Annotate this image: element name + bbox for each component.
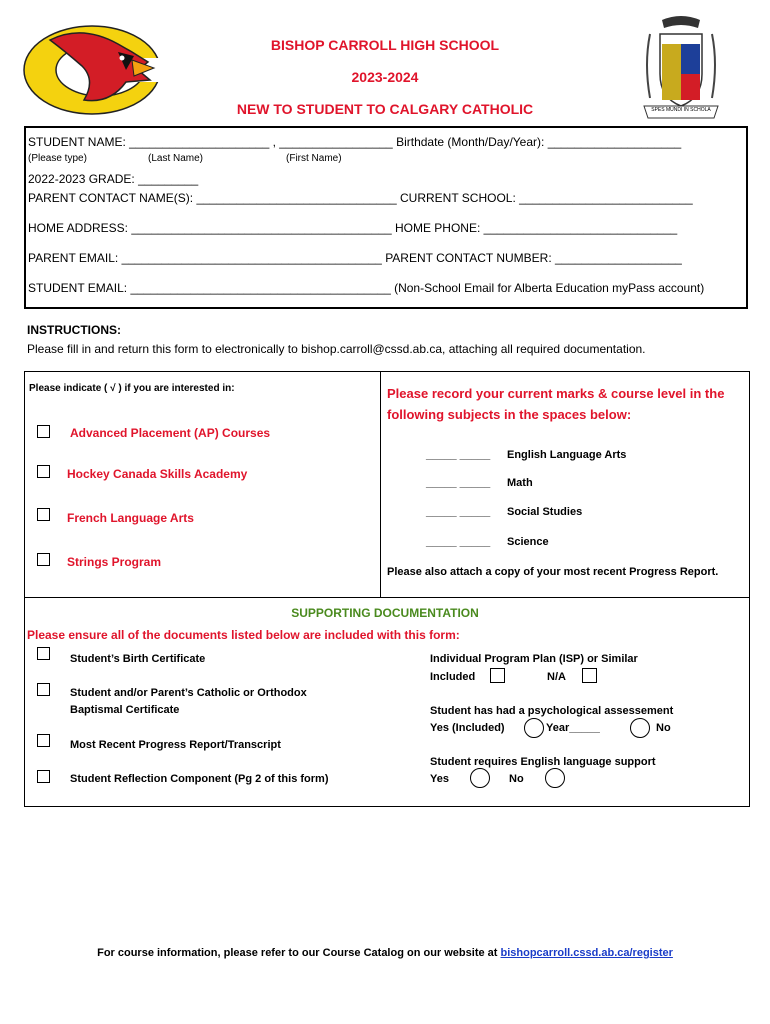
social-label: Social Studies — [507, 506, 583, 518]
math-marks-blanks[interactable]: _____ _____ — [426, 477, 491, 489]
ela-marks-blanks[interactable]: _____ _____ — [426, 449, 491, 461]
progress-report-note: Please also attach a copy of your most recent Progress Report. — [387, 566, 719, 578]
reflection-checkbox[interactable] — [37, 770, 50, 783]
marks-heading: Please record your current marks & course level in the following subjects in the spaces below: — [387, 386, 725, 422]
esl-label: Student requires English language support — [430, 756, 656, 768]
baptismal-checkbox[interactable] — [37, 683, 50, 696]
ap-checkbox[interactable] — [37, 425, 50, 438]
supporting-heading: SUPPORTING DOCUMENTATION — [291, 606, 479, 620]
social-marks-blanks[interactable]: _____ _____ — [426, 506, 491, 518]
progress-report-checkbox[interactable] — [37, 734, 50, 747]
esl-no-radio[interactable] — [545, 768, 565, 788]
ipp-included-label: Included — [430, 671, 476, 683]
grade-line[interactable]: 2022-2023 GRADE: _________ — [28, 172, 199, 186]
strings-checkbox[interactable] — [37, 553, 50, 566]
form-title: NEW TO STUDENT TO CALGARY CATHOLIC — [236, 101, 534, 117]
student-email-line[interactable]: STUDENT EMAIL: _______________________________________ (Non-School Email for Alberta Education myPass account) — [28, 281, 705, 295]
school-crest — [640, 14, 722, 126]
french-checkbox[interactable] — [37, 508, 50, 521]
instructions-text: Please fill in and return this form to electronically to bishop.carroll@cssd.ab.ca, attaching all required documentation. — [27, 342, 646, 356]
please-type-hint: (Please type) — [28, 153, 87, 164]
supporting-ensure: Please ensure all of the documents listed below are included with this form: — [27, 628, 460, 642]
psych-year-label[interactable]: Year_____ — [546, 722, 600, 734]
ipp-na-label: N/A — [547, 671, 566, 683]
instructions-heading: INSTRUCTIONS: — [27, 323, 121, 337]
ela-label: English Language Arts — [507, 449, 627, 461]
french-label: French Language Arts — [67, 511, 194, 525]
register-link[interactable]: bishopcarroll.cssd.ab.ca/register — [500, 947, 673, 959]
footer — [0, 947, 770, 959]
birth-cert-checkbox[interactable] — [37, 647, 50, 660]
crest-motto: SPES MUNDI IN SCHOLA — [651, 107, 711, 113]
psych-yes-radio[interactable] — [524, 718, 544, 738]
esl-no-label: No — [509, 773, 524, 785]
footer-text: For course information, please refer to our Course Catalog on our website at — [97, 947, 501, 959]
strings-label: Strings Program — [67, 555, 162, 569]
reflection-label: Student Reflection Component (Pg 2 of this form) — [70, 773, 329, 785]
student-name-line[interactable]: STUDENT NAME: _____________________ , _________________ Birthdate (Month/Day/Year): ____________________ — [28, 135, 682, 149]
first-name-hint: (First Name) — [286, 153, 342, 164]
psych-yes-label: Yes (Included) — [430, 722, 505, 734]
psych-label: Student has had a psychological assessement — [430, 705, 674, 717]
progress-report-label: Most Recent Progress Report/Transcript — [70, 739, 281, 751]
parent-names-line[interactable]: PARENT CONTACT NAME(S): ______________________________ CURRENT SCHOOL: __________________________ — [28, 191, 693, 205]
interests-heading: Please indicate ( √ ) if you are interested in: — [29, 383, 235, 394]
home-address-line[interactable]: HOME ADDRESS: _______________________________________ HOME PHONE: _____________________________ — [28, 221, 678, 235]
baptismal-label-2: Baptismal Certificate — [70, 704, 180, 716]
hockey-label: Hockey Canada Skills Academy — [67, 467, 248, 481]
birth-cert-label: Student’s Birth Certificate — [70, 653, 206, 665]
psych-no-radio[interactable] — [630, 718, 650, 738]
hockey-checkbox[interactable] — [37, 465, 50, 478]
ipp-na-checkbox[interactable] — [582, 668, 597, 683]
science-marks-blanks[interactable]: _____ _____ — [426, 536, 491, 548]
school-name: BISHOP CARROLL HIGH SCHOOL — [270, 37, 500, 53]
last-name-hint: (Last Name) — [148, 153, 204, 164]
school-year: 2023-2024 — [351, 69, 419, 85]
esl-yes-label: Yes — [430, 773, 449, 785]
esl-yes-radio[interactable] — [470, 768, 490, 788]
parent-email-line[interactable]: PARENT EMAIL: _______________________________________ PARENT CONTACT NUMBER: ___________________ — [28, 251, 682, 265]
science-label: Science — [507, 536, 549, 548]
psych-no-label: No — [656, 722, 671, 734]
ap-label: Advanced Placement (AP) Courses — [70, 426, 271, 440]
ipp-included-checkbox[interactable] — [490, 668, 505, 683]
column-divider — [380, 372, 381, 598]
math-label: Math — [507, 477, 533, 489]
section-divider — [25, 597, 749, 598]
ipp-label: Individual Program Plan (ISP) or Similar — [430, 653, 638, 665]
baptismal-label: Student and/or Parent’s Catholic or Orthodox — [70, 687, 307, 699]
